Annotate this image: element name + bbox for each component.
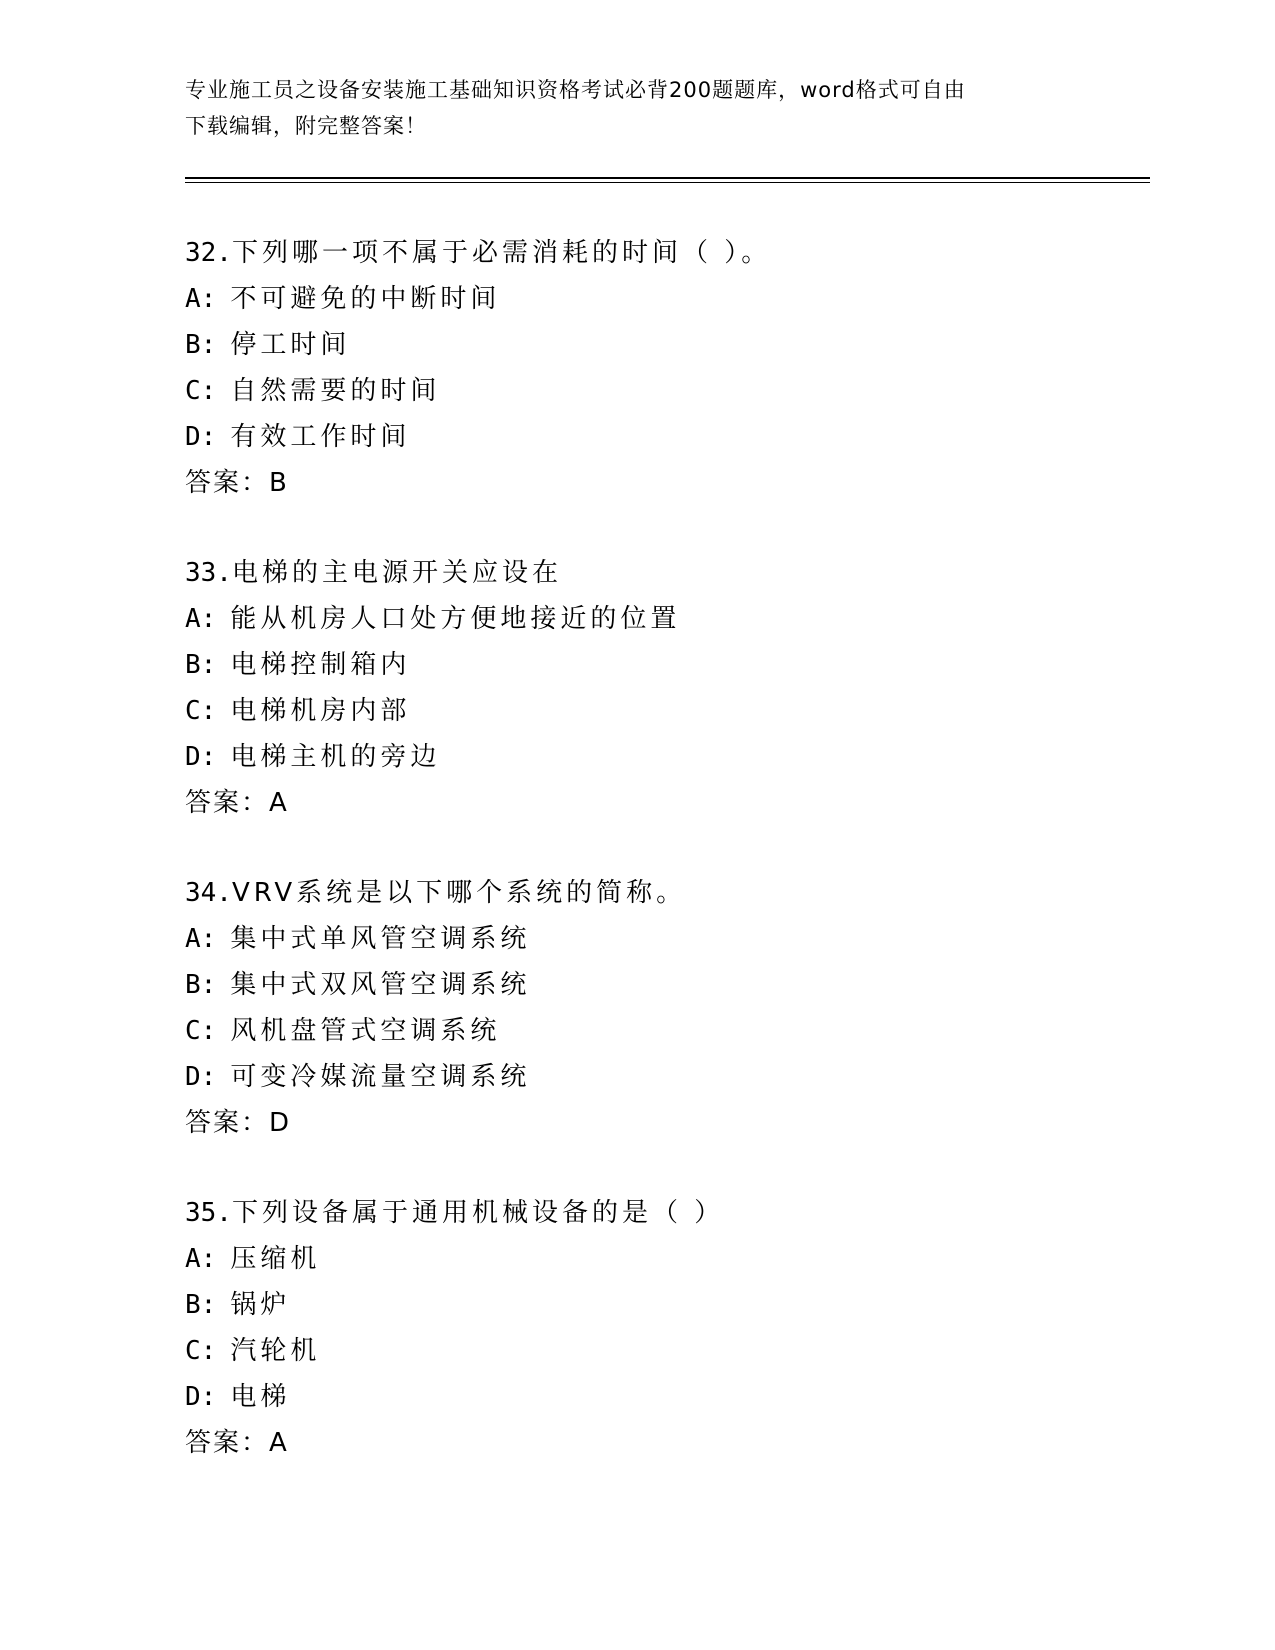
option-d [185,414,1145,460]
option-letter: A: [185,924,217,954]
question-number: 33. [185,558,232,588]
question-33 [185,550,1145,826]
option-d [185,1054,1145,1100]
option-letter: C: [185,1016,217,1046]
option-letter: D: [185,742,217,772]
option-c [185,688,1145,734]
option-text: 汽轮机 [230,1336,321,1366]
option-letter: D: [185,1382,217,1412]
option-a [185,916,1145,962]
option-text: 压缩机 [230,1244,321,1274]
option-letter: A: [185,604,217,634]
option-letter: C: [185,376,217,406]
option-b [185,322,1145,368]
option-c [185,1008,1145,1054]
option-text: 电梯机房内部 [230,696,411,726]
option-text: 能从机房人口处方便地接近的位置 [230,604,681,634]
option-text: 可变冷媒流量空调系统 [230,1062,531,1092]
option-letter: D: [185,422,217,452]
option-text: 电梯 [230,1382,291,1412]
answer-line: 答案：D [185,1108,292,1138]
header-divider [185,177,1150,183]
option-letter: A: [185,1244,217,1274]
option-a [185,276,1145,322]
option-text: 风机盘管式空调系统 [230,1016,501,1046]
question-number: 35. [185,1198,232,1228]
document-header [185,72,1065,144]
answer-line: 答案：B [185,468,289,498]
question-text: VRV系统是以下哪个系统的简称。 [231,878,687,908]
option-b [185,962,1145,1008]
option-text: 锅炉 [230,1290,291,1320]
question-list [185,230,1145,1510]
option-a [185,596,1145,642]
question-number: 32. [185,238,232,268]
option-c [185,1328,1145,1374]
question-text: 下列哪一项不属于必需消耗的时间（ ）。 [231,238,772,268]
question-34 [185,870,1145,1146]
option-letter: C: [185,696,217,726]
question-text: 电梯的主电源开关应设在 [231,558,562,588]
question-text: 下列设备属于通用机械设备的是（ ） [231,1198,725,1228]
answer-line: 答案：A [185,788,289,818]
option-letter: C: [185,1336,217,1366]
question-35 [185,1190,1145,1466]
option-b [185,1282,1145,1328]
question-number: 34. [185,878,232,908]
option-letter: B: [185,970,217,1000]
option-text: 不可避免的中断时间 [230,284,501,314]
question-stem [185,230,1145,276]
question-32 [185,230,1145,506]
option-letter: B: [185,1290,217,1320]
option-text: 有效工作时间 [230,422,411,452]
answer-line: 答案：A [185,1428,289,1458]
question-stem [185,870,1145,916]
option-b [185,642,1145,688]
header-title-line-1: 专业施工员之设备安装施工基础知识资格考试必背200题题库，word格式可自由 [185,78,966,102]
option-text: 集中式单风管空调系统 [230,924,531,954]
option-text: 集中式双风管空调系统 [230,970,531,1000]
option-a [185,1236,1145,1282]
option-text: 电梯控制箱内 [230,650,411,680]
option-d [185,1374,1145,1420]
option-letter: A: [185,284,217,314]
question-stem [185,1190,1145,1236]
option-text: 自然需要的时间 [230,376,441,406]
option-letter: D: [185,1062,217,1092]
option-letter: B: [185,650,217,680]
option-c [185,368,1145,414]
option-d [185,734,1145,780]
option-text: 电梯主机的旁边 [230,742,441,772]
option-text: 停工时间 [230,330,351,360]
question-stem [185,550,1145,596]
option-letter: B: [185,330,217,360]
header-title-line-2: 下载编辑，附完整答案！ [185,114,427,138]
